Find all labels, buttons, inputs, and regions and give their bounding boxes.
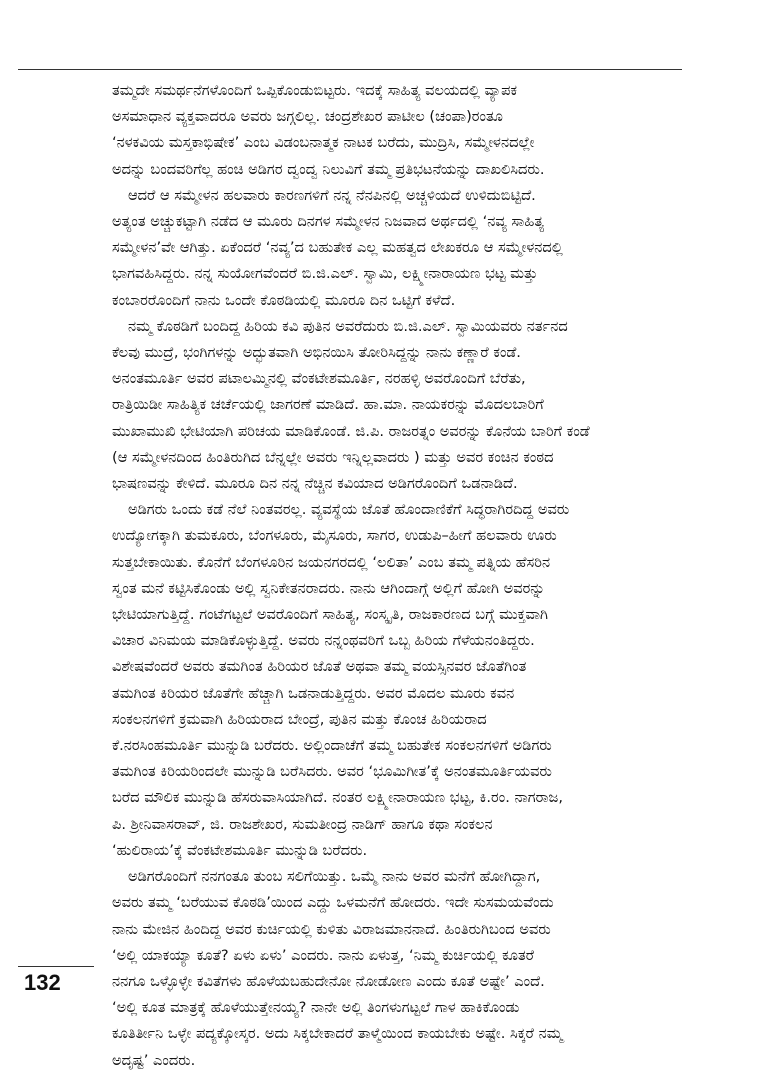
text-line: ಮುಖಾಮುಖಿ ಭೇಟಿಯಾಗಿ ಪರಿಚಯ ಮಾಡಿಕೊಂಡೆ. ಜಿ.ಪಿ. ರಾಜರತ್ನಂ ಅವರನ್ನು ಕೊನೆಯ ಬಾರಿಗೆ ಕಂಡೆ — [112, 422, 590, 440]
text-line: ‘ಅಲ್ಲಿ ಯಾಕಯ್ಯಾ ಕೂತೆ? ಏಳು ಏಳು’ ಎಂದರು. ನಾನು ಏಳುತ್ತ, ‘ನಿಮ್ಮ ಕುರ್ಚಿಯಲ್ಲಿ ಕೂತರೆ — [112, 946, 535, 964]
text-line: ಬರೆದ ಮೌಲಿಕ ಮುನ್ನುಡಿ ಹೆಸರುವಾಸಿಯಾಗಿದೆ. ನಂತರ ಲಕ್ಷ್ಮೀನಾರಾಯಣ ಭಟ್ಟ, ಕಿ.ರಂ. ನಾಗರಾಜ, — [112, 789, 563, 807]
text-line: ಕಂಬಾರರೊಂದಿಗೆ ನಾನು ಒಂದೇ ಕೊಠಡಿಯಲ್ಲಿ ಮೂರೂ ದಿನ ಒಟ್ಟಿಗೆ ಕಳೆದೆ. — [112, 291, 456, 309]
text-line: ಪಿ. ಶ್ರೀನಿವಾಸರಾವ್, ಜಿ. ರಾಜಶೇಖರ, ಸುಮತೀಂದ್ರ ನಾಡಿಗ್ ಹಾಗೂ ಕಥಾ ಸಂಕಲನ — [112, 815, 493, 833]
paragraph — [112, 497, 680, 864]
text-line: ಅದೃಷ್ಟ’ ಎಂದರು. — [112, 1051, 196, 1069]
text-line: ಭಾಷಣವನ್ನು ಕೇಳಿದೆ. ಮೂರೂ ದಿನ ನನ್ನ ನೆಚ್ಚಿನ ಕವಿಯಾದ ಅಡಿಗರೊಂದಿಗೆ ಒಡನಾಡಿದೆ. — [112, 475, 518, 493]
paragraph — [112, 183, 680, 314]
text-line: ಅದನ್ನು ಬಂದವರಿಗೆಲ್ಲ ಹಂಚಿ ಅಡಿಗರ ದ್ವಂದ್ವ ನಿಲುವಿಗೆ ತಮ್ಮ ಪ್ರತಿಭಟನೆಯನ್ನು ದಾಖಲಿಸಿದರು. — [112, 160, 545, 178]
text-line: ಸ್ವಂತ ಮನೆ ಕಟ್ಟಿಸಿಕೊಂಡು ಅಲ್ಲಿ ಸ್ವನಿಕೇತನರಾದರು. ನಾನು ಆಗಿಂದಾಗ್ಗೆ ಅಲ್ಲಿಗೆ ಹೋಗಿ ಅವರನ್ನು — [112, 579, 546, 597]
footer-rule — [18, 966, 94, 967]
text-line: ಭಾಗವಹಿಸಿದ್ದರು. ನನ್ನ ಸುಯೋಗವೆಂದರೆ ಬಿ.ಜಿ.ಎಲ್. ಸ್ವಾಮಿ, ಲಕ್ಷ್ಮೀನಾರಾಯಣ ಭಟ್ಟ ಮತ್ತು — [112, 265, 538, 283]
body-text — [112, 78, 680, 1074]
text-line: ತಮ್ಮದೇ ಸಮರ್ಥನೆಗಳೊಂದಿಗೆ ಒಪ್ಪಿಕೊಂಡುಬಿಟ್ಟರು. ಇದಕ್ಕೆ ಸಾಹಿತ್ಯ ವಲಯದಲ್ಲಿ ವ್ಯಾಪಕ — [112, 82, 518, 99]
text-line: ಅಡಿಗರೊಂದಿಗೆ ನನಗಂತೂ ತುಂಬ ಸಲಿಗೆಯಿತ್ತು. ಒಮ್ಮೆ ನಾನು ಅವರ ಮನೆಗೆ ಹೋಗಿದ್ದಾಗ, — [128, 868, 541, 886]
text-line: ಅನಂತಮೂರ್ತಿ ಅವರ ಪಟಾಲಮ್ಮಿನಲ್ಲಿ ವೆಂಕಟೇಶಮೂರ್ತಿ, ನರಹಳ್ಳಿ ಅವರೊಂದಿಗೆ ಬೆರೆತು, — [112, 370, 526, 388]
text-line: ಸಮ್ಮೇಳನ’ವೇ ಆಗಿತ್ತು. ಏಕೆಂದರೆ ‘ನವ್ಯ’ದ ಬಹುತೇಕ ಎಲ್ಲ ಮಹತ್ವದ ಲೇಖಕರೂ ಆ ಸಮ್ಮೇಳನದಲ್ಲಿ — [112, 239, 563, 257]
text-line: ರಾತ್ರಿಯಿಡೀ ಸಾಹಿತ್ಯಿಕ ಚರ್ಚೆಯಲ್ಲಿ ಜಾಗರಣೆ ಮಾಡಿದೆ. ಹಾ.ಮಾ. ನಾಯಕರನ್ನು ಮೊದಲಬಾರಿಗೆ — [112, 396, 544, 414]
text-line: ಭೇಟಿಯಾಗುತ್ತಿದ್ದೆ. ಗಂಟೆಗಟ್ಟಲೆ ಅವರೊಂದಿಗೆ ಸಾಹಿತ್ಯ, ಸಂಸ್ಕೃತಿ, ರಾಜಕಾರಣದ ಬಗ್ಗೆ ಮುಕ್ತವಾಗಿ — [112, 606, 548, 624]
text-line: ಅಡಿಗರು ಒಂದು ಕಡೆ ನೆಲೆ ನಿಂತವರಲ್ಲ. ವ್ಯವಸ್ಥೆಯ ಜೊತೆ ಹೊಂದಾಣಿಕೆಗೆ ಸಿದ್ಧರಾಗಿರದಿದ್ದ ಅವರು — [128, 501, 570, 519]
text-line: ‘ಅಲ್ಲಿ ಕೂತ ಮಾತ್ರಕ್ಕೆ ಹೊಳೆಯುತ್ತೇನಯ್ಯ? ನಾನೇ ಅಲ್ಲಿ ತಿಂಗಳುಗಟ್ಟಲೆ ಗಾಳ ಹಾಕಿಕೊಂಡು — [112, 999, 520, 1017]
paragraph — [112, 314, 680, 497]
header-rule — [18, 69, 682, 70]
text-line: ಆದರೆ ಆ ಸಮ್ಮೇಳನ ಹಲವಾರು ಕಾರಣಗಳಿಗೆ ನನ್ನ ನೆನಪಿನಲ್ಲಿ ಅಚ್ಚಳಿಯದೆ ಉಳಿದುಬಿಟ್ಟಿದೆ. — [128, 186, 536, 204]
text-line: ಅಸಮಾಧಾನ ವ್ಯಕ್ತವಾದರೂ ಅವರು ಜಗ್ಗಲಿಲ್ಲ. ಚಂದ್ರಶೇಖರ ಪಾಟೀಲ (ಚಂಪಾ)ರಂತೂ — [112, 108, 503, 126]
text-line: ನಾನು ಮೇಜಿನ ಹಿಂದಿದ್ದ ಅವರ ಕುರ್ಚಿಯಲ್ಲಿ ಕುಳಿತು ವಿರಾಜಮಾನನಾದೆ. ಹಿಂತಿರುಗಿಬಂದ ಅವರು — [112, 920, 551, 938]
text-line: ಅತ್ಯಂತ ಅಚ್ಚುಕಟ್ಟಾಗಿ ನಡೆದ ಆ ಮೂರು ದಿನಗಳ ಸಮ್ಮೇಳನ ನಿಜವಾದ ಅರ್ಥದಲ್ಲಿ ‘ನವ್ಯ ಸಾಹಿತ್ಯ — [112, 213, 545, 231]
text-line: ತಮಗಿಂತ ಕಿರಿಯರ ಜೊತೆಗೇ ಹೆಚ್ಚಾಗಿ ಒಡನಾಡುತ್ತಿದ್ದರು. ಅವರ ಮೊದಲ ಮೂರು ಕವನ — [112, 684, 515, 702]
text-line: ‘ನಳಕವಿಯ ಮಸ್ತಕಾಭಿಷೇಕ’ ಎಂಬ ವಿಡಂಬನಾತ್ಮಕ ನಾಟಕ ಬರೆದು, ಮುದ್ರಿಸಿ, ಸಮ್ಮೇಳನದಲ್ಲೇ — [112, 134, 535, 152]
text-line: ಕೆಲವು ಮುದ್ರೆ, ಭಂಗಿಗಳನ್ನು ಅದ್ಭುತವಾಗಿ ಅಭಿನಯಿಸಿ ತೋರಿಸಿದ್ದನ್ನು ನಾನು ಕಣ್ಣಾರೆ ಕಂಡೆ. — [112, 344, 521, 362]
text-line: ತಮಗಿಂತ ಕಿರಿಯರಿಂದಲೇ ಮುನ್ನುಡಿ ಬರೆಸಿದರು. ಅವರ ‘ಭೂಮಿಗೀತ’ಕ್ಕೆ ಅನಂತಮೂರ್ತಿಯವರು — [112, 763, 552, 781]
text-line: ಕೂತಿರ್ತೀನಿ ಒಳ್ಳೇ ಪದ್ಯಕ್ಕೋಸ್ಕರ. ಅದು ಸಿಕ್ಕಬೇಕಾದರೆ ತಾಳ್ಮೆಯಿಂದ ಕಾಯಬೇಕು ಅಷ್ಟೇ. ಸಿಕ್ಕರೆ ನಮ್ಮ — [112, 1025, 563, 1043]
page-number: 132 — [24, 970, 61, 995]
text-line: ಅವರು ತಮ್ಮ ‘ಬರೆಯುವ ಕೊಠಡಿ’ಯಿಂದ ಎದ್ದು ಒಳಮನೆಗೆ ಹೋದರು. ಇದೇ ಸುಸಮಯವೆಂದು — [112, 894, 554, 912]
text-line: ವಿಶೇಷವೆಂದರೆ ಅವರು ತಮಗಿಂತ ಹಿರಿಯರ ಜೊತೆ ಅಥವಾ ತಮ್ಮ ವಯಸ್ಸಿನವರ ಜೊತೆಗಿಂತ — [112, 658, 527, 676]
paragraph — [112, 864, 680, 1074]
text-line: ‘ಹುಲಿರಾಯ’ಕ್ಕೆ ವೆಂಕಟೇಶಮೂರ್ತಿ ಮುನ್ನುಡಿ ಬರೆದರು. — [112, 841, 368, 859]
text-line: ಸಂಕಲನಗಳಿಗೆ ಕ್ರಮವಾಗಿ ಹಿರಿಯರಾದ ಬೇಂದ್ರೆ, ಪುತಿನ ಮತ್ತು ಕೊಂಚ ಹಿರಿಯರಾದ — [112, 710, 487, 728]
text-line: ಕೆ.ನರಸಿಂಹಮೂರ್ತಿ ಮುನ್ನುಡಿ ಬರೆದರು. ಅಲ್ಲಿಂದಾಚೆಗೆ ತಮ್ಮ ಬಹುತೇಕ ಸಂಕಲನಗಳಿಗೆ ಅಡಿಗರು — [112, 737, 552, 755]
text-line: ನನಗೂ ಒಳ್ಳೊಳ್ಳೇ ಕವಿತೆಗಳು ಹೊಳೆಯಬಹುದೇನೋ ನೋಡೋಣ ಎಂದು ಕೂತೆ ಅಷ್ಟೇ’ ಎಂದೆ. — [112, 972, 545, 990]
text-line: ಉದ್ಯೋಗಕ್ಕಾಗಿ ತುಮಕೂರು, ಬೆಂಗಳೂರು, ಮೈಸೂರು, ಸಾಗರ, ಉಡುಪಿ–ಹೀಗೆ ಹಲವಾರು ಊರು — [112, 527, 557, 545]
text-line: ಸುತ್ತಬೇಕಾಯಿತು. ಕೊನೆಗೆ ಬೆಂಗಳೂರಿನ ಜಯನಗರದಲ್ಲಿ ‘ಲಲಿತಾ’ ಎಂಬ ತಮ್ಮ ಪತ್ನಿಯ ಹೆಸರಿನ — [112, 553, 551, 571]
text-line: ನಮ್ಮ ಕೊಠಡಿಗೆ ಬಂದಿದ್ದ ಹಿರಿಯ ಕವಿ ಪುತಿನ ಅವರೆದುರು ಬಿ.ಜಿ.ಎಲ್. ಸ್ವಾಮಿಯವರು ನರ್ತನದ — [128, 317, 568, 335]
paragraph — [112, 78, 680, 183]
text-line: (ಆ ಸಮ್ಮೇಳನದಿಂದ ಹಿಂತಿರುಗಿದ ಬೆನ್ನಲ್ಲೇ ಅವರು ಇನ್ನಿಲ್ಲವಾದರು ) ಮತ್ತು ಅವರ ಕಂಚಿನ ಕಂಠದ — [112, 448, 554, 466]
text-line: ವಿಚಾರ ವಿನಿಮಯ ಮಾಡಿಕೊಳ್ಳುತ್ತಿದ್ದೆ. ಅವರು ನನ್ನಂಥವರಿಗೆ ಒಬ್ಬ ಹಿರಿಯ ಗೆಳೆಯನಂತಿದ್ದರು. — [112, 632, 535, 650]
